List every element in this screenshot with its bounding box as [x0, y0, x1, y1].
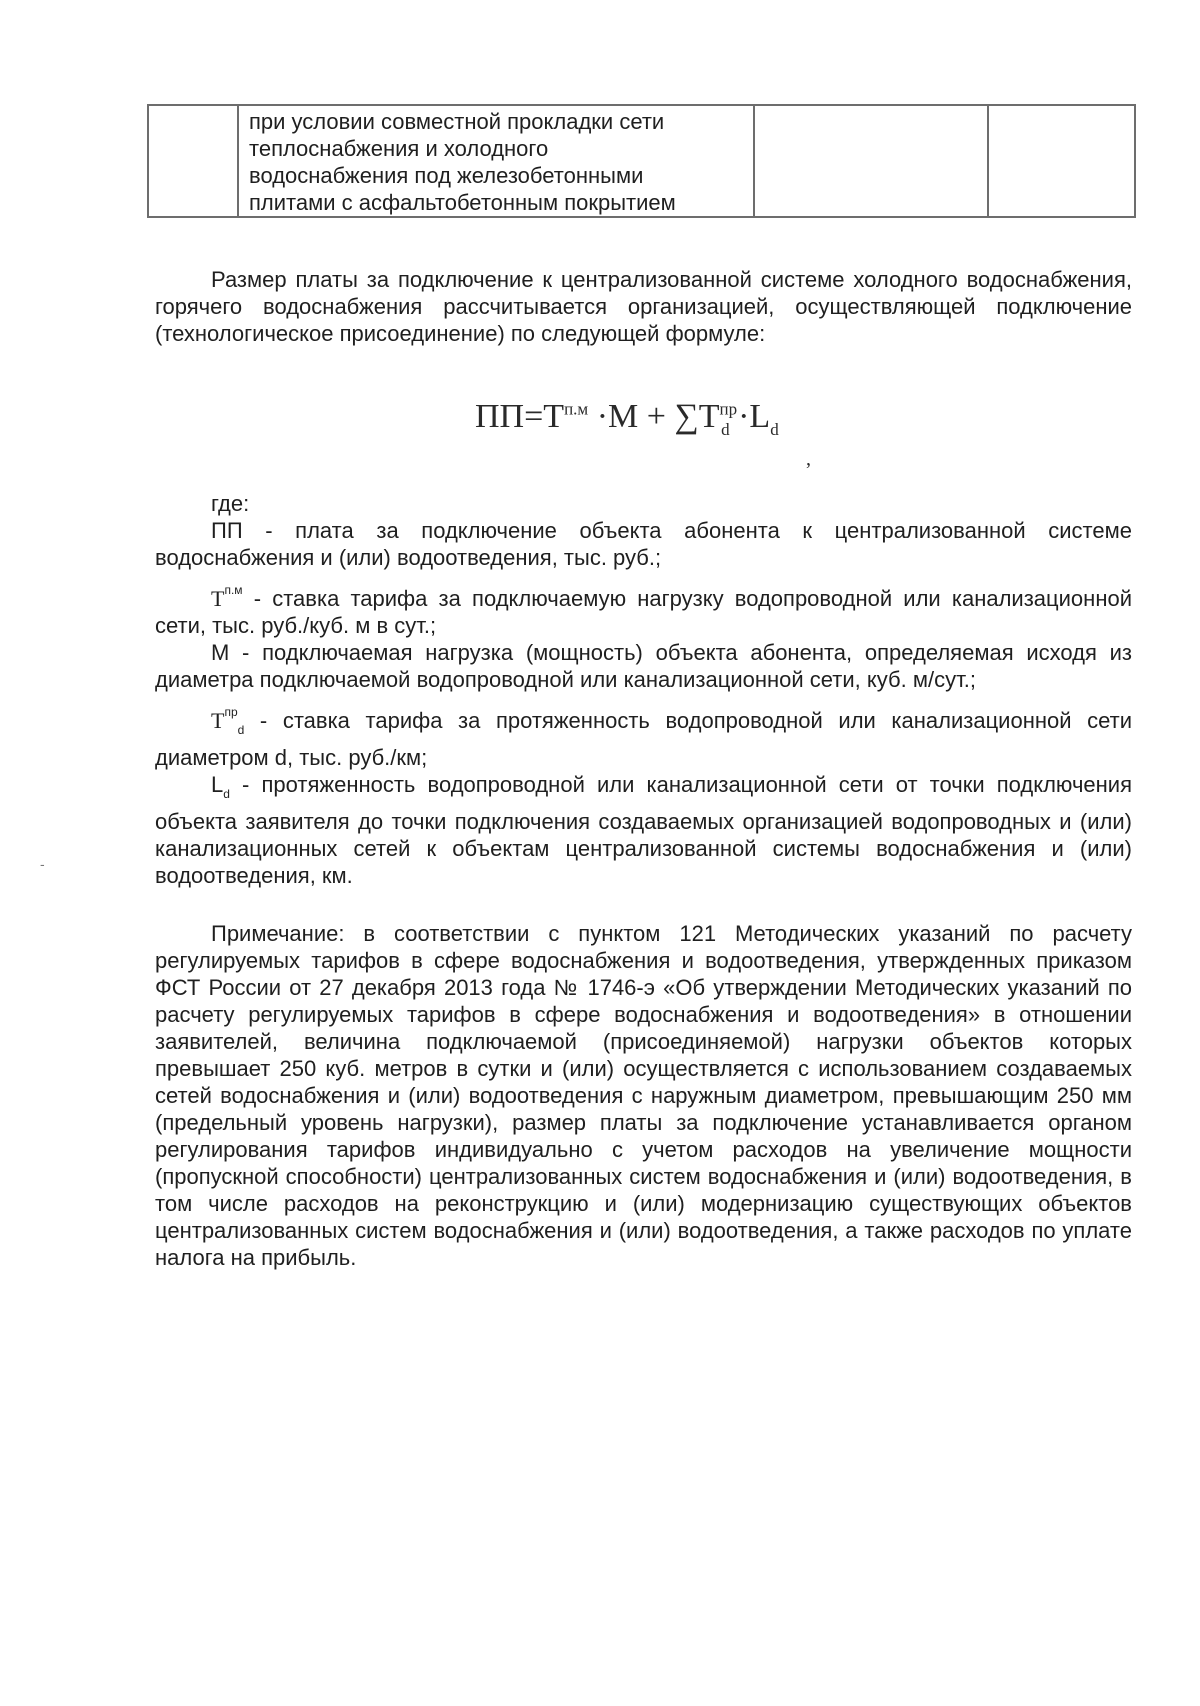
formula-l: L [749, 398, 771, 435]
table-cell-line: плитами с асфальтобетонным покрытием [249, 190, 676, 215]
symbol-tpr-sub: d [237, 723, 245, 737]
formula-t1: T [543, 398, 565, 435]
formula-end-mark: , [806, 448, 811, 470]
formula-t1-sup: п.м [564, 399, 589, 419]
formula-t2-sub: d [721, 419, 730, 439]
formula-dot: · [738, 398, 750, 435]
symbol-ld-sub: d [223, 787, 230, 801]
definition-tpr [155, 699, 1132, 771]
definition-ld-text: - протяженность водопроводной или канализационной сети от точки подключения объекта заявителя до точки подключения создаваемых организацией водопроводных и (или) канализационных сетей к объектам централизованной системы водоснабжения и (или) водоотведения, км. [155, 772, 1132, 888]
margin-mark: - [40, 856, 45, 872]
definition-tpr-text: - ставка тарифа за протяженность водопроводной или канализационной сети диаметром d, тыс. руб./км; [155, 708, 1132, 770]
definition-tpm-text: - ставка тарифа за подключаемую нагрузку водопроводной или канализационной сети, тыс. руб./куб. м в сут.; [155, 586, 1132, 638]
definition-ld [155, 771, 1132, 889]
symbol-tpr-sup: пр [224, 705, 238, 719]
symbol-tpm-sup: п.м [224, 583, 243, 597]
table-fragment [147, 104, 1136, 218]
table-cell-number [148, 105, 238, 217]
where-label: где: [211, 491, 250, 516]
formula-l-sub: d [770, 419, 779, 439]
table-cell-line: теплоснабжения и холодного [249, 136, 549, 161]
formula-lhs: ПП [475, 398, 525, 435]
formula-plus: + [646, 398, 666, 435]
formula-t2: T [698, 398, 720, 435]
note-paragraph: Примечание: в соответствии с пунктом 121 Методических указаний по расчету регулируемых тарифов в сфере водоснабжения и водоотведения, утвержденных приказом ФСТ России от 27 декабря 2013 года № 1746-э «Об утверждении Методических указаний по расчету регулируемых тарифов в сфере водоснабжения и водоотведения» в отношении заявителей, величина подключаемой (присоединяемой) нагрузки объектов которых превышает 250 куб. метров в сутки и (или) осуществляется с использованием создаваемых сетей водоснабжения и (или) водоотведения с наружным диаметром, превышающим 250 мм (предельный уровень нагрузки), размер платы за подключение устанавливается органом регулирования тарифов индивидуально с учетом расходов на увеличение мощности (пропускной способности) централизованных систем водоснабжения и (или) водоотведения, в том числе расходов на реконструкцию и (или) модернизацию существующих объектов централизованных систем водоснабжения и (или) водоотведения, а также расходов по уплате налога на прибыль. [155, 921, 1132, 1270]
table-row [148, 105, 1135, 217]
table-cell-line: при условии совместной прокладки сети [249, 109, 665, 134]
intro-paragraph: Размер платы за подключение к централизованной системе холодного водоснабжения, горячего водоснабжения рассчитывается организацией, осуществляющей подключение (технологическое присоединение) по следующей формуле: [155, 267, 1132, 346]
symbol-ld: L [211, 772, 224, 797]
formula-sum: ∑ [674, 398, 699, 435]
formula-dot: · [596, 398, 609, 435]
symbol-tpm: T [211, 586, 225, 611]
definition-pp: ПП - плата за подключение объекта абонента к централизованной системе водоснабжения и (или) водоотведения, тыс. руб.; [155, 518, 1132, 570]
formula-t2-sup: пр [719, 399, 738, 419]
symbol-tpr: T [211, 708, 225, 733]
definition-tpm [155, 577, 1132, 639]
formula-equals: = [524, 398, 544, 435]
definition-m: M - подключаемая нагрузка (мощность) объекта абонента, определяемая исходя из диаметра подключаемой водопроводной или канализационной сети, куб. м/сут.; [155, 640, 1132, 692]
table-cell-description [238, 105, 754, 217]
definitions [155, 490, 1132, 889]
table-cell-value-2 [988, 105, 1135, 217]
table-cell-value-1 [754, 105, 988, 217]
fee-formula [475, 398, 835, 470]
formula-m: M [608, 398, 639, 435]
table-cell-line: водоснабжения под железобетонными [249, 163, 644, 188]
